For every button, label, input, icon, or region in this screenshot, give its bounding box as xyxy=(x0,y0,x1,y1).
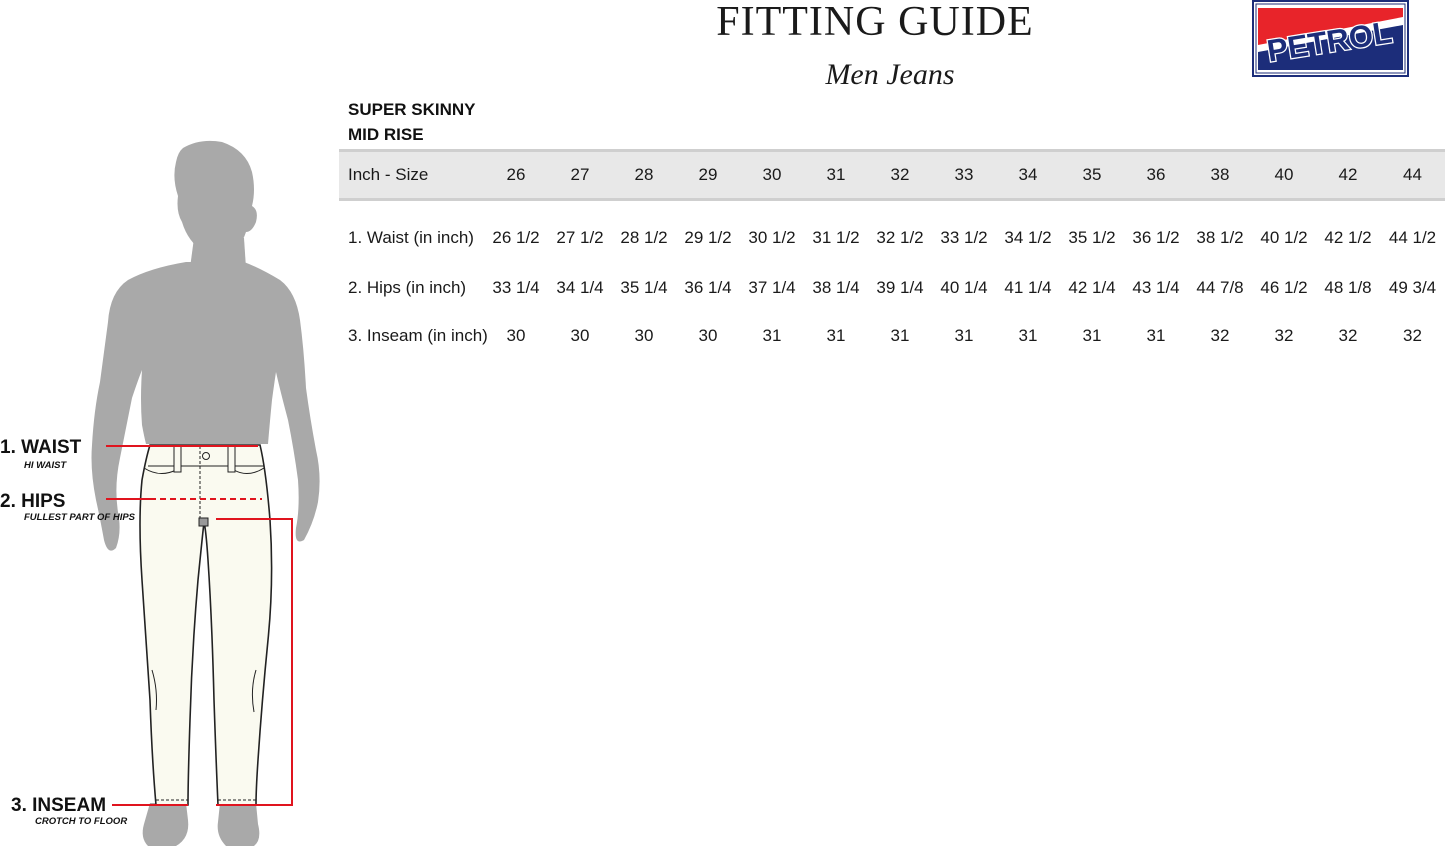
table-cell: 37 1/4 xyxy=(748,278,796,297)
inseam-sublabel: CROTCH TO FLOOR xyxy=(35,816,128,827)
size-header-label: Inch - Size xyxy=(339,151,484,200)
table-cell: 32 xyxy=(1210,326,1230,345)
table-cell: 30 xyxy=(698,326,718,345)
table-cell: 33 1/4 xyxy=(492,278,540,297)
table-cell: 30 1/2 xyxy=(748,228,796,247)
table-cell: 34 1/4 xyxy=(556,278,604,297)
size-header-cell: 42 xyxy=(1316,151,1380,200)
table-cell: 35 1/4 xyxy=(620,278,668,297)
row-label: 1. Waist (in inch) xyxy=(348,228,474,247)
waist-label: 1. WAIST xyxy=(0,437,82,458)
table-cell: 48 1/8 xyxy=(1324,278,1372,297)
table-cell: 40 1/4 xyxy=(940,278,988,297)
table-cell: 31 1/2 xyxy=(812,228,860,247)
table-cell: 42 1/2 xyxy=(1324,228,1372,247)
body-figure xyxy=(0,130,340,846)
row-label: 3. Inseam (in inch) xyxy=(348,326,488,345)
size-header-cell: 36 xyxy=(1124,151,1188,200)
table-cell: 33 1/2 xyxy=(940,228,988,247)
table-cell: 30 xyxy=(570,326,590,345)
rise-type: MID RISE xyxy=(348,125,424,144)
table-cell: 32 1/2 xyxy=(876,228,924,247)
table-cell: 30 xyxy=(506,326,526,345)
table-cell: 49 3/4 xyxy=(1388,278,1437,297)
size-header-cell: 32 xyxy=(868,151,932,200)
table-cell: 36 1/4 xyxy=(684,278,732,297)
table-cell: 32 xyxy=(1403,326,1422,345)
size-header-cell: 33 xyxy=(932,151,996,200)
size-header-cell: 30 xyxy=(740,151,804,200)
table-cell: 32 xyxy=(1338,326,1358,345)
size-header-cell: 38 xyxy=(1188,151,1252,200)
table-cell: 32 xyxy=(1274,326,1294,345)
table-cell: 43 1/4 xyxy=(1132,278,1180,297)
row-label: 2. Hips (in inch) xyxy=(348,278,467,297)
page-subtitle: Men Jeans xyxy=(825,58,955,91)
table-cell: 38 1/2 xyxy=(1196,228,1244,247)
size-header-cell: 28 xyxy=(612,151,676,200)
table-cell: 35 1/2 xyxy=(1068,228,1116,247)
size-header-cell: 27 xyxy=(548,151,612,200)
size-header-cell: 44 xyxy=(1380,151,1445,200)
table-cell: 46 1/2 xyxy=(1260,278,1308,297)
table-cell: 26 1/2 xyxy=(492,228,540,247)
table-cell: 27 1/2 xyxy=(556,228,604,247)
inseam-label: 3. INSEAM xyxy=(11,795,107,816)
table-cell: 44 1/2 xyxy=(1388,228,1437,247)
table-cell: 31 xyxy=(954,326,974,345)
table-cell: 31 xyxy=(890,326,910,345)
size-header-cell: 40 xyxy=(1252,151,1316,200)
size-header-cell: 31 xyxy=(804,151,868,200)
page-title: FITTING GUIDE xyxy=(716,0,1034,45)
table-cell: 31 xyxy=(826,326,846,345)
table-row-inseam xyxy=(339,311,1445,361)
table-cell: 41 1/4 xyxy=(1004,278,1052,297)
table-cell: 31 xyxy=(762,326,782,345)
table-cell: 30 xyxy=(634,326,654,345)
table-row-hips xyxy=(339,265,1445,311)
table-cell: 44 7/8 xyxy=(1196,278,1244,297)
table-cell: 31 xyxy=(1146,326,1166,345)
fit-type: SUPER SKINNY xyxy=(348,100,476,119)
size-header-cell: 35 xyxy=(1060,151,1124,200)
table-row-waist xyxy=(339,200,1445,266)
table-cell: 31 xyxy=(1018,326,1038,345)
table-cell: 39 1/4 xyxy=(876,278,924,297)
table-cell: 40 1/2 xyxy=(1260,228,1308,247)
hips-label: 2. HIPS xyxy=(0,491,66,512)
table-cell: 31 xyxy=(1082,326,1102,345)
table-cell: 34 1/2 xyxy=(1004,228,1052,247)
table-cell: 28 1/2 xyxy=(620,228,668,247)
size-header-cell: 26 xyxy=(484,151,548,200)
table-cell: 29 1/2 xyxy=(684,228,732,247)
logo-text: PETROL xyxy=(1264,14,1395,69)
table-cell: 38 1/4 xyxy=(812,278,860,297)
waist-sublabel: HI WAIST xyxy=(24,460,67,471)
table-cell: 36 1/2 xyxy=(1132,228,1180,247)
size-header-cell: 34 xyxy=(996,151,1060,200)
brand-logo xyxy=(1252,0,1409,77)
table-cell: 42 1/4 xyxy=(1068,278,1116,297)
hips-sublabel: FULLEST PART OF HIPS xyxy=(24,512,136,523)
size-header-row xyxy=(339,151,1445,200)
size-table xyxy=(339,149,1445,361)
size-header-cell: 29 xyxy=(676,151,740,200)
